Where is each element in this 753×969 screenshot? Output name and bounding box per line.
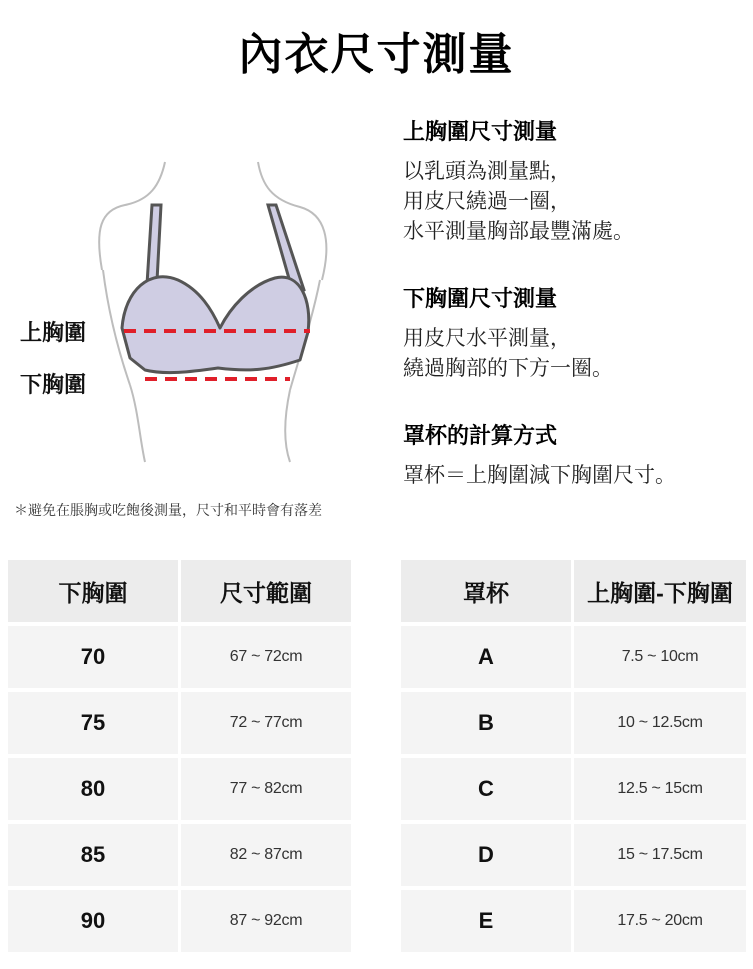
section-cup-calc xyxy=(403,419,748,490)
section-line: 用皮尺繞過一圈， xyxy=(403,189,571,213)
range-cell: 7.5 ~ 10cm xyxy=(574,626,746,688)
section-line: 水平測量胸部最豐滿處。 xyxy=(403,219,634,243)
band-size-table xyxy=(5,556,354,956)
bra-illustration xyxy=(0,150,400,480)
range-cell: 67 ~ 72cm xyxy=(181,626,351,688)
band-size-cell: 80 xyxy=(8,758,178,820)
range-cell: 82 ~ 87cm xyxy=(181,824,351,886)
section-line: 繞過胸部的下方一圈。 xyxy=(403,356,613,380)
table-header-row xyxy=(8,560,351,622)
band-size-cell: 70 xyxy=(8,626,178,688)
section-title: 下胸圍尺寸測量 xyxy=(403,287,558,312)
table-row xyxy=(8,890,351,952)
cup-letter-cell: B xyxy=(401,692,571,754)
column-header: 上胸圍-下胸圍 xyxy=(574,560,746,622)
column-header: 尺寸範圍 xyxy=(181,560,351,622)
column-header: 罩杯 xyxy=(401,560,571,622)
section-upper-bust xyxy=(403,115,748,246)
range-cell: 12.5 ~ 15cm xyxy=(574,758,746,820)
band-size-cell: 75 xyxy=(8,692,178,754)
cup-letter-cell: A xyxy=(401,626,571,688)
section-title: 上胸圍尺寸測量 xyxy=(403,120,558,145)
section-line: 罩杯＝上胸圍減下胸圍尺寸。 xyxy=(403,463,676,487)
measurement-instructions xyxy=(403,115,748,490)
section-line: 以乳頭為測量點， xyxy=(403,159,571,183)
table-row xyxy=(401,758,746,820)
measurement-note: ＊避免在脹胸或吃飽後測量，尺寸和平時會有落差 xyxy=(14,503,322,519)
band-size-cell: 90 xyxy=(8,890,178,952)
section-title: 罩杯的計算方式 xyxy=(403,424,558,449)
range-cell: 17.5 ~ 20cm xyxy=(574,890,746,952)
cup-letter-cell: E xyxy=(401,890,571,952)
table-header-row xyxy=(401,560,746,622)
table-row xyxy=(401,626,746,688)
section-lower-bust xyxy=(403,282,748,383)
torso-figure xyxy=(0,150,400,480)
table-row xyxy=(8,824,351,886)
cup-size-table xyxy=(398,556,749,956)
table-row xyxy=(401,890,746,952)
range-cell: 72 ~ 77cm xyxy=(181,692,351,754)
section-line: 用皮尺水平測量， xyxy=(403,326,571,350)
table-row xyxy=(8,692,351,754)
cup-letter-cell: D xyxy=(401,824,571,886)
table-row xyxy=(8,758,351,820)
page-title: 內衣尺寸測量 xyxy=(238,29,515,80)
table-row xyxy=(401,692,746,754)
cup-letter-cell: C xyxy=(401,758,571,820)
range-cell: 77 ~ 82cm xyxy=(181,758,351,820)
table-row xyxy=(8,626,351,688)
upper-bust-label: 上胸圍 xyxy=(20,321,87,346)
column-header: 下胸圍 xyxy=(8,560,178,622)
band-size-cell: 85 xyxy=(8,824,178,886)
range-cell: 10 ~ 12.5cm xyxy=(574,692,746,754)
lower-bust-label: 下胸圍 xyxy=(20,373,87,398)
bra-body xyxy=(122,277,309,373)
range-cell: 15 ~ 17.5cm xyxy=(574,824,746,886)
range-cell: 87 ~ 92cm xyxy=(181,890,351,952)
table-row xyxy=(401,824,746,886)
